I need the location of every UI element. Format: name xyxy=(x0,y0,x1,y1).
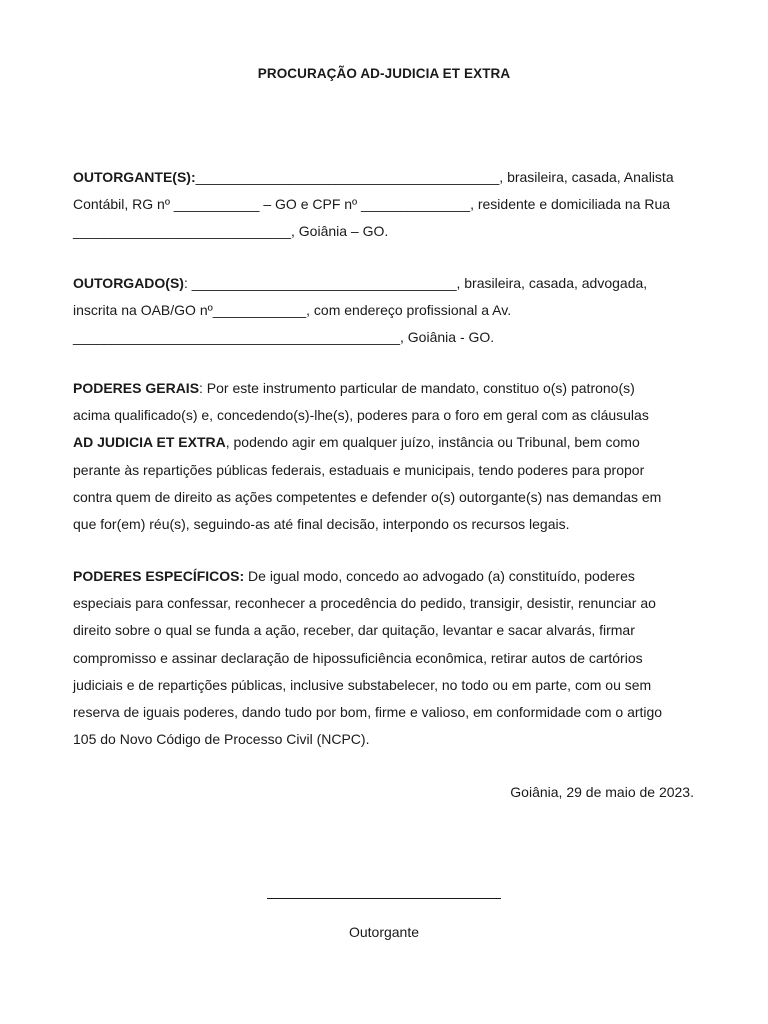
outorgado-text-1: : __________________________________, brasileira, casada, advogada, xyxy=(183,275,648,291)
poderes-gerais-line-1 xyxy=(73,375,698,402)
poderes-gerais-paragraph xyxy=(73,375,698,538)
poderes-gerais-line-6: que for(em) réu(s), seguindo-as até final decisão, interpondo os recursos legais. xyxy=(73,516,570,533)
poderes-gerais-line-5: contra quem de direito as ações competentes e defender o(s) outorgante(s) nas demandas em xyxy=(73,488,662,505)
outorgante-label: OUTORGANTE(S): xyxy=(73,169,196,185)
poderes-gerais-line-2: acima qualificado(s) e, concedendo(s)-lhe(s), poderes para o foro em geral com as cláusulas xyxy=(73,407,649,424)
poderes-especificos-text-1: De igual modo, concedo ao advogado (a) constituído, poderes xyxy=(244,568,635,584)
outorgado-line-2: inscrita na OAB/GO nº____________, com endereço profissional a Av. xyxy=(73,302,512,319)
poderes-especificos-line-6: reserva de iguais poderes, dando tudo por bom, firme e valioso, em conformidade com o artigo xyxy=(73,704,663,721)
outorgado-line-3: __________________________________________, Goiânia - GO. xyxy=(73,329,495,346)
document-title: PROCURAÇÃO AD-JUDICIA ET EXTRA xyxy=(257,66,511,81)
poderes-gerais-line-4: perante às repartições públicas federais, estaduais e municipais, tendo poderes para propor xyxy=(73,461,645,478)
outorgante-paragraph xyxy=(73,164,698,246)
outorgante-line-2: Contábil, RG nº ___________ – GO e CPF nº ______________, residente e domiciliada na Rua xyxy=(73,196,671,213)
poderes-gerais-text-1: : Por este instrumento particular de mandato, constituo o(s) patrono(s) xyxy=(199,380,635,396)
date-place: Goiânia, 29 de maio de 2023. xyxy=(510,784,694,800)
outorgante-line-3: ____________________________, Goiânia – GO. xyxy=(73,223,389,240)
signature-line xyxy=(267,898,501,899)
outorgante-line-1 xyxy=(73,164,698,191)
poderes-especificos-line-2: especiais para confessar, reconhecer a procedência do pedido, transigir, desistir, renunciar ao xyxy=(73,595,656,612)
poderes-gerais-line-3 xyxy=(73,429,698,456)
outorgado-line-1 xyxy=(73,270,698,297)
poderes-especificos-line-5: judiciais e de repartições públicas, inclusive substabelecer, no todo ou em parte, com ou sem xyxy=(73,676,652,693)
outorgante-text-1: _______________________________________, brasileira, casada, Analista xyxy=(195,169,674,185)
poderes-especificos-line-7: 105 do Novo Código de Processo Civil (NCPC). xyxy=(73,731,370,748)
poderes-especificos-paragraph xyxy=(73,563,698,753)
poderes-gerais-text-3: , podendo agir em qualquer juízo, instância ou Tribunal, bem como xyxy=(225,434,640,451)
signature-label: Outorgante xyxy=(348,924,420,940)
outorgado-label: OUTORGADO(S) xyxy=(73,275,184,291)
poderes-especificos-label: PODERES ESPECÍFICOS: xyxy=(73,568,245,584)
poderes-gerais-label: PODERES GERAIS xyxy=(73,380,200,396)
outorgado-paragraph xyxy=(73,270,698,352)
poderes-especificos-line-1 xyxy=(73,563,698,590)
clause-ad-judicia: AD JUDICIA ET EXTRA xyxy=(73,434,226,451)
poderes-especificos-line-3: direito sobre o qual se funda a ação, receber, dar quitação, levantar e sacar alvarás, firmar xyxy=(73,622,635,639)
poderes-especificos-line-4: compromisso e assinar declaração de hipossuficiência econômica, retirar autos de cartórios xyxy=(73,649,643,666)
